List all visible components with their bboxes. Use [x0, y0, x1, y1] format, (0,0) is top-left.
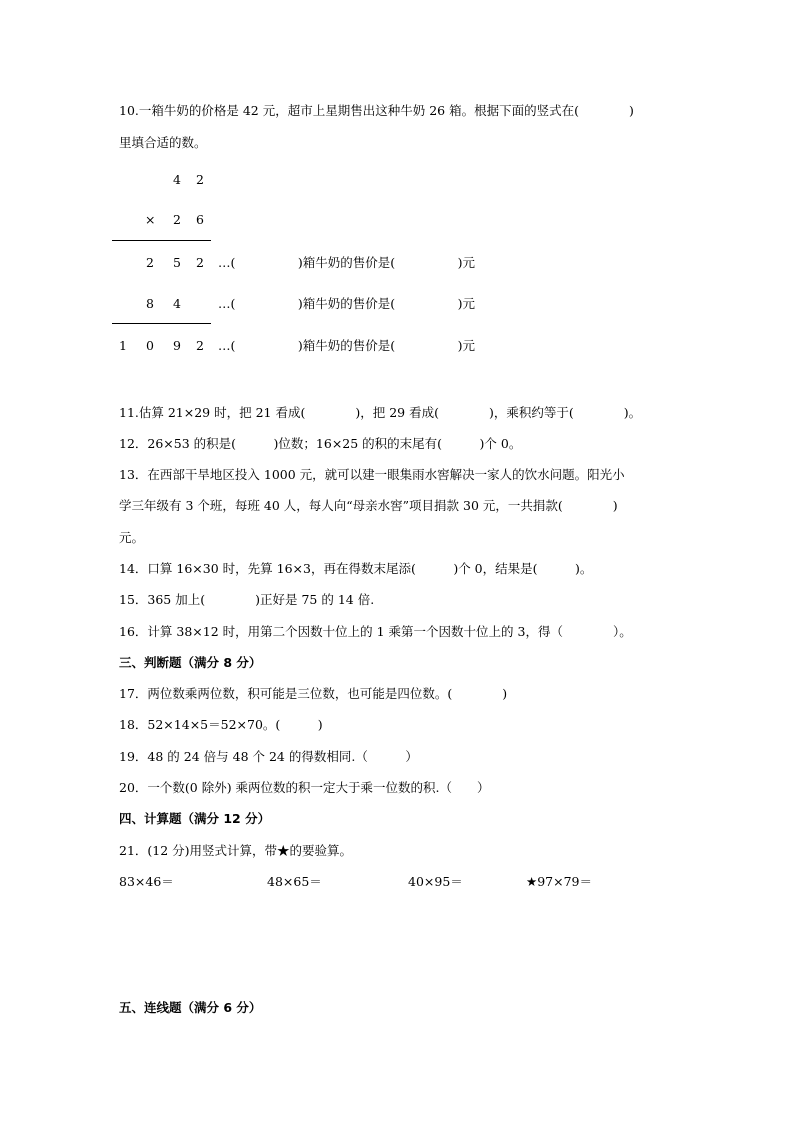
q17: 17．两位数乘两位数，积可能是三位数，也可能是四位数。( )	[119, 686, 508, 701]
vertical-rule-top	[112, 240, 211, 241]
partial1-digit: 2	[146, 255, 154, 270]
section-3-heading: 三、判断题（满分 8 分）	[119, 655, 262, 670]
product-digit: 2	[196, 338, 204, 353]
q19: 19．48 的 24 倍与 48 个 24 的得数相同.（ ）	[119, 749, 418, 764]
product-digit: 1	[119, 338, 127, 353]
q16: 16．计算 38×12 时，用第二个因数十位上的 1 乘第一个因数十位上的 3，得（ ）。	[119, 624, 632, 639]
q21-item: 48×65＝	[267, 874, 322, 889]
multiplier-digit: 6	[196, 212, 204, 227]
vertical-rule-bottom	[112, 323, 211, 324]
q10-line1: 10.一箱牛奶的价格是 42 元，超市上星期售出这种牛奶 26 箱。根据下面的竖式在( )	[119, 103, 634, 118]
q13-line3: 元。	[119, 530, 145, 545]
q20: 20．一个数(0 除外) 乘两位数的积一定大于乘一位数的积.（ ）	[119, 780, 490, 795]
product-digit: 9	[173, 338, 181, 353]
multiplicand-digit: 2	[196, 172, 204, 187]
section-5-heading: 五、连线题（满分 6 分）	[119, 1000, 262, 1015]
partial1-digit: 2	[196, 255, 204, 270]
q13-line1: 13．在西部干旱地区投入 1000 元，就可以建一眼集雨水窖解决一家人的饮水问题。阳光小	[119, 467, 625, 482]
partial1-digit: 5	[173, 255, 181, 270]
q21-item: 83×46＝	[119, 874, 174, 889]
q15: 15．365 加上( )正好是 75 的 14 倍.	[119, 592, 375, 607]
multiplicand-digit: 4	[173, 172, 181, 187]
product-digit: 0	[146, 338, 154, 353]
q13-line2: 学三年级有 3 个班，每班 40 人，每人向“母亲水窖”项目捐款 30 元，一共捐款( )	[119, 498, 618, 513]
q10-line2: 里填合适的数。	[119, 135, 207, 150]
section-4-heading: 四、计算题（满分 12 分）	[119, 811, 271, 826]
partial2-digit: 4	[173, 296, 181, 311]
q12: 12．26×53 的积是( )位数；16×25 的积的末尾有( )个 0。	[119, 436, 522, 451]
times-sign: ×	[145, 212, 156, 227]
partial2-digit: 8	[146, 296, 154, 311]
partial2-note: …( )箱牛奶的售价是( )元	[218, 296, 476, 311]
q14: 14．口算 16×30 时，先算 16×3，再在得数末尾添( )个 0，结果是( )。	[119, 561, 593, 576]
product-note: …( )箱牛奶的售价是( )元	[218, 338, 476, 353]
multiplier-digit: 2	[173, 212, 181, 227]
q18: 18．52×14×5＝52×70。( )	[119, 717, 323, 732]
q21-item-starred: ★97×79＝	[526, 874, 592, 889]
q21-item: 40×95＝	[408, 874, 463, 889]
q11: 11.估算 21×29 时，把 21 看成( )，把 29 看成( )，乘积约等于( )。	[119, 405, 642, 420]
q21-title: 21．(12 分)用竖式计算，带★的要验算。	[119, 843, 353, 858]
partial1-note: …( )箱牛奶的售价是( )元	[218, 255, 476, 270]
